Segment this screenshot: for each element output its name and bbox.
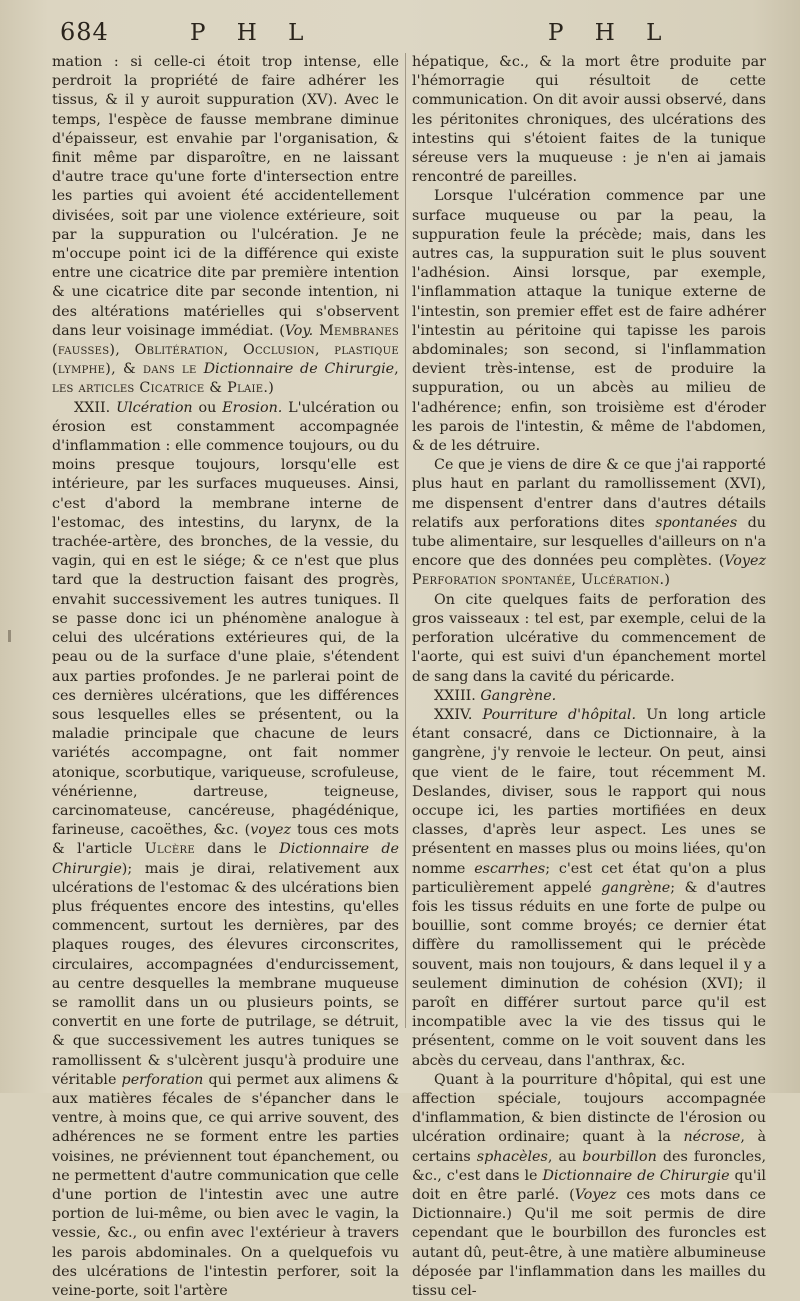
margin-mark (8, 630, 11, 642)
right-paragraph-4: On cite quelques faits de perforation des gros vaisseaux : tel est, par exemple, celui de la perforation ulcérative du commencement de l'aorte, qui est suivi d'un épanchement mortel de sang dans la cavité du péricarde. (412, 591, 766, 685)
right-paragraph-3: Ce que je viens de dire & ce que j'ai rapporté plus haut en parlant du ramollissement (XVI), me dispensent d'entrer dans d'autres détails relatifs aux perforations dites spontanées du tube alimentaire, sur lesquelles d'ailleurs on n'a encore que des données peu complètes. (Voyez Perforation spontanée, Ulcération.) (412, 457, 766, 589)
page-number: 684 (60, 18, 109, 46)
left-column (52, 53, 399, 1301)
section-xxiii: XXIII. Gangrène. (434, 687, 557, 704)
left-paragraph-1: mation : si celle-ci étoit trop intense, elle perdroit la propriété de faire adhérer les tissus, & il y auroit suppuration (XV). Avec le temps, l'espèce de fausse membrane diminue d'épaisseur, est envahie par l'organisation, & finit même par disparoître, en ne laissant d'autre trace qu'une forte d'intersection entre les parties qui avoient été accidentellement divisées, soit par une violence extérieure, soit par la suppuration ou l'ulcération. Je ne m'occupe point ici de la différence qui existe entre une cicatrice dite par première intention & une cicatrice dite par seconde intention, ni des altérations matérielles qui s'observent dans leur voisinage immédiat. (Voy. Membranes (fausses), Oblitération, Occlusion, plastique (lymphe), & dans le Dictionnaire de Chirurgie, les articles Cicatrice & Plaie.) (52, 54, 399, 397)
section-xxii-title: Ulcération (116, 399, 193, 416)
running-header (0, 18, 800, 52)
section-xxiii-title: Gangrène. (480, 687, 557, 704)
right-paragraph-1: hépatique, &c., & la mort être produite par l'hémorragie qui résultoit de cette communication. On dit avoir aussi observé, dans les péritonites chroniques, des ulcérations des intestins qui s'étoient faites de la tunique séreuse vers la muqueuse : je n'en ai jamais rencontré de pareilles. (412, 54, 766, 186)
column-rule (405, 53, 406, 1028)
section-xxiv: XXIV. Pourriture d'hôpital. Un long article étant consacré, dans ce Dictionnaire, à la gangrène, j'y renvoie le lecteur. On peut, ainsi que vient de le faire, tout récemment M. Deslandes, diviser, sous le rapport qui nous occupe ici, les parties mortifiées en deux classes, d'après leur aspect. Les unes se présentent en masses plus ou moins liées, qu'on nomme escarrhes; c'est cet état qu'on a plus particulièrement appelé gangrène; & d'autres fois les tissus réduits en une forte de pulpe ou bouillie, sont comme broyés; ce dernier état diffère du ramollissement qui le précède souvent, mais non toujours, & dans lequel il y a seulement diminution de cohésion (XVI); il paroît en différer surtout parce qu'il est incompatible avec la vie des tissus qui le présentent, comme on le voit souvent dans les abcès du cerveau, dans l'anthrax, &c. (412, 706, 767, 1069)
running-head-right: P H L (548, 20, 674, 46)
right-column (412, 53, 766, 1301)
section-xxiv-title: Pourriture d'hôpital. (482, 706, 637, 723)
right-paragraph-5: Quant à la pourriture d'hôpital, qui est une affection spéciale, toujours accompagnée d'inflammation, & bien distincte de l'érosion ou ulcération ordinaire; quant à la nécrose, à certains sphacèles, au bourbillon des furoncles, &c., c'est dans le Dictionnaire de Chirurgie qu'il doit en être parlé. (Voyez ces mots dans ce Dictionnaire.) Qu'il me soit permis de dire cependant que le bourbillon des furoncles est autant dû, peut-être, à une matière albumineuse déposée par l'inflammation dans les mailles du tissu cel- (412, 1071, 766, 1299)
running-head-left: P H L (190, 20, 316, 46)
section-xxii: XXII. Ulcération ou Erosion. L'ulcération ou érosion est constamment accompagnée d'inflammation : elle commence toujours, ou du moins presque toujours, lorsqu'elle est intérieure, par les surfaces muqueuses. Ainsi, c'est d'abord la membrane interne de l'estomac, des intestins, du larynx, de la trachée-artère, des bronches, de la vessie, du vagin, qui en est le siége; & ce n'est que plus tard que la destruction faisant des progrès, envahit successivement les autres tuniques. Il se passe donc ici un phénomène analogue à celui des ulcérations extérieures qui, de la peau ou de la surface d'une plaie, s'étendent aux parties profondes. Je ne parlerai point de ces dernières ulcérations, que les différences sous lesquelles elles se présentent, ou la maladie principale que chacune de leurs variétés accompagne, ont fait nommer atonique, scorbutique, variqueuse, scrofuleuse, vénérienne, dartreuse, teigneuse, carcinomateuse, cancéreuse, phagédénique, farineuse, cacoëthes, &c. (voyez tous ces mots & l'article Ulcère dans le Dictionnaire de Chirurgie); mais je dirai, relativement aux ulcérations de l'estomac & des ulcérations bien plus fréquentes encore des intestins, qu'elles commencent, surtout les dernières, par des plaques rouges, des élevures circonscrites, circulaires, accompagnées d'endurcissement, au centre desquelles la membrane muqueuse se ramollit dans un ou plusieurs points, se convertit en une forte de putrilage, se détruit, & que successivement les autres tuniques se ramollissent & s'ulcèrent jusqu'à produire une véritable perforation qui permet aux alimens & aux matières fécales de s'épancher dans le ventre, à moins que, ce qui arrive souvent, des adhérences ne se forment entre les parties voisines, ne préviennent tout épanchement, ou ne permettent d'autre communication que celle d'une portion de l'intestin avec une autre portion de lui-même, ou bien avec le vagin, la vessie, &c., ou enfin avec l'extérieur à travers les parois abdominales. On a quelquefois vu des ulcérations de l'intestin perforer, soit la veine-porte, soit l'artère (52, 399, 400, 1299)
right-paragraph-2: Lorsque l'ulcération commence par une surface muqueuse ou par la peau, la suppuration feule la précède; mais, dans les autres cas, la suppuration suit le plus souvent l'adhésion. Ainsi lorsque, par exemple, l'inflammation attaque la tunique externe de l'intestin, son premier effet est de faire adhérer l'intestin au péritoine qui tapisse les parois abdominales; son second, si l'inflammation devient très-intense, est de produire la suppuration, ou un abcès au milieu de l'adhérence; enfin, son troisième est d'éroder les parois de l'intestin, & même de l'abdomen, & de les détruire. (412, 188, 766, 455)
